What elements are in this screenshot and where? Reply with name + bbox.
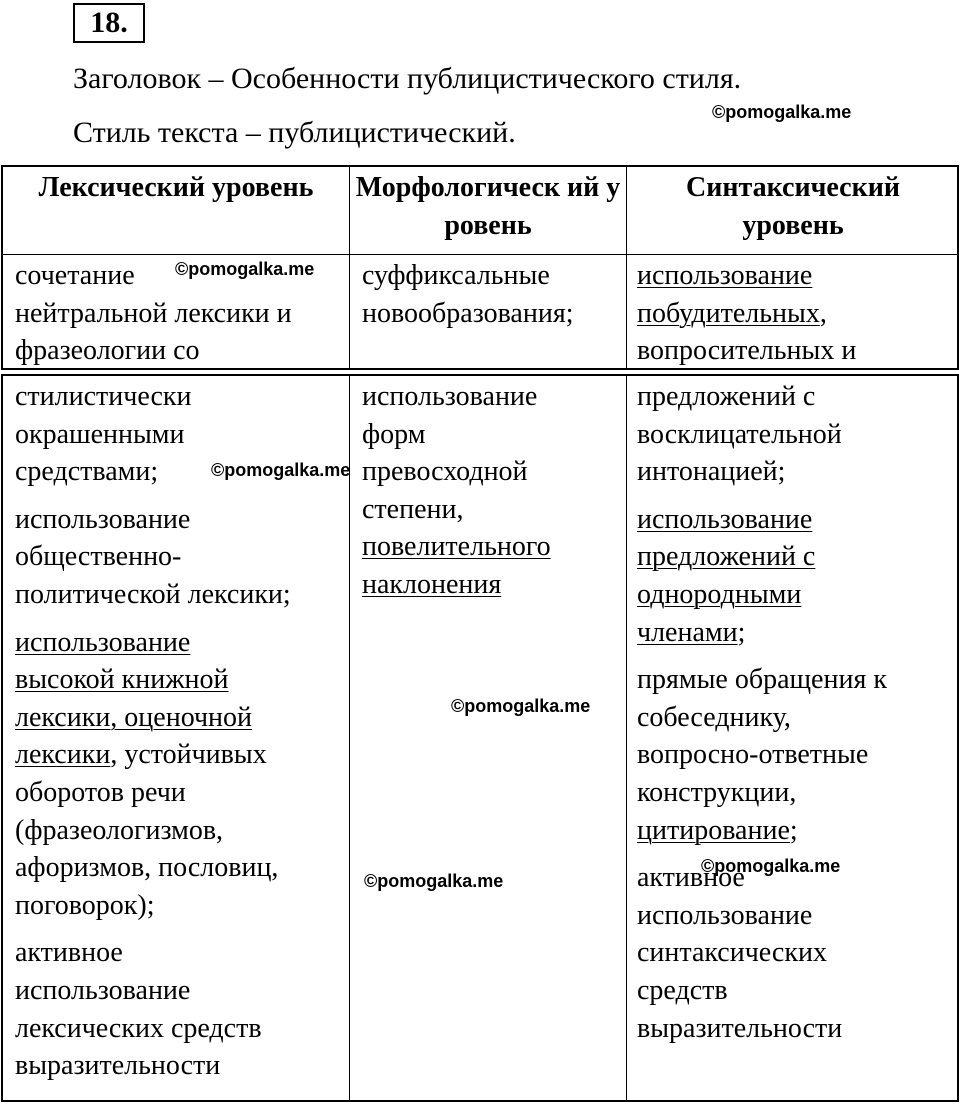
style-line: Стиль текста – публицистический. — [73, 116, 516, 149]
watermark: ©pomogalka.me — [712, 102, 852, 122]
header-syntactic: Синтаксический уровень — [686, 172, 900, 241]
watermark: ©pomogalka.me — [701, 856, 841, 876]
task-number: 18. — [73, 3, 145, 43]
morphological-cell-1: суффиксальные новообразования; — [362, 260, 574, 329]
lexical-cell-1: сочетание нейтральной лексики и фразеологии со — [15, 260, 292, 367]
watermark: ©pomogalka.me — [451, 696, 591, 716]
watermark: ©pomogalka.me — [211, 460, 351, 480]
header-morphological: Морфологическ ий уровень — [355, 172, 621, 241]
column-divider — [349, 376, 350, 1100]
morphological-cell-2: использование форм превосходной степени, повелительного наклонения — [362, 381, 551, 600]
syntactic-cell-1: использование побудительных, вопросительных и — [637, 260, 857, 367]
syntactic-cell-2: предложений с восклицательной интонацией; использование предложений с однородными членами; прямые обращения к собеседнику, вопросно-ответные конструкции, цитирование; активное использование синтаксических средств выразительности — [637, 381, 887, 1044]
watermark: ©pomogalka.me — [364, 871, 504, 891]
column-divider — [626, 167, 627, 368]
header-lexical: Лексический уровень — [38, 172, 314, 203]
column-divider — [626, 376, 627, 1100]
watermark: ©pomogalka.me — [175, 259, 315, 279]
header-divider — [3, 254, 957, 255]
lexical-cell-2: стилистически окрашенными средствами; использование общественно- политической лексики; использование высокой книжной лексики, оценочной лексики, устойчивых оборотов речи (фразеологизмов, афоризмов, пословиц, поговорок); активное использование лексических средств выразительности — [15, 381, 291, 1082]
title-line: Заголовок – Особенности публицистического стиля. — [73, 62, 742, 95]
table-part-1 — [1, 165, 959, 370]
table-part-2 — [1, 374, 959, 1102]
